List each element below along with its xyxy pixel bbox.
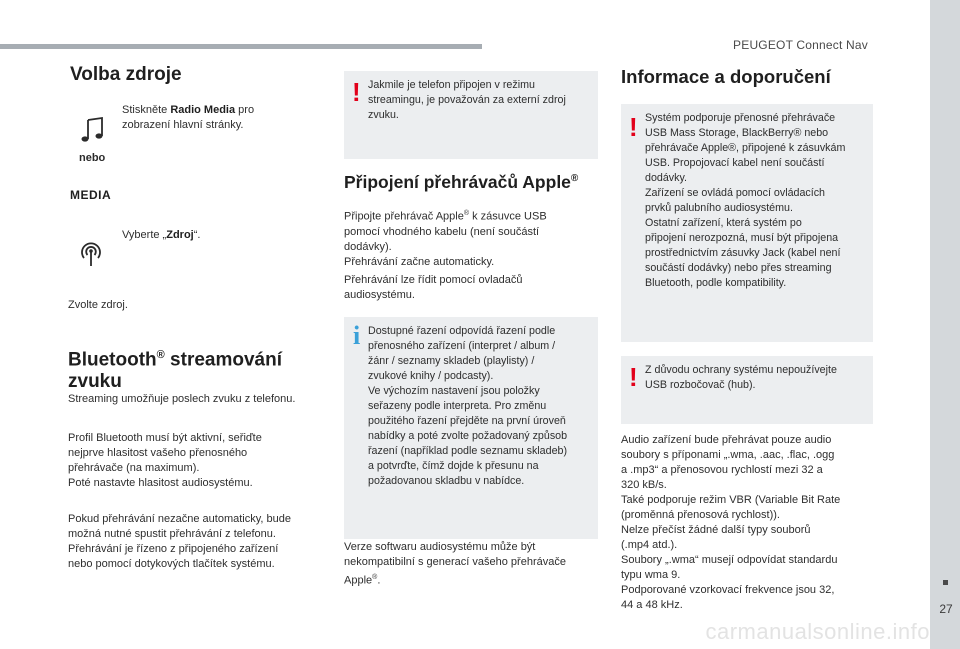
- warning-line: Systém podporuje přenosné přehrávače: [645, 112, 836, 124]
- step-press-radio-media: Stiskněte Radio Media pro zobrazení hlavní stránky.: [122, 104, 255, 131]
- page-number: 27: [939, 602, 953, 616]
- paragraph-line: soubory s příponami „.wma, .aac, .flac, .ogg: [621, 449, 835, 461]
- paragraph-line: 44 a 48 kHz.: [621, 599, 683, 611]
- info-icon: i: [353, 321, 361, 350]
- apple-paragraph-3: Verze softwaru audiosystému může být nekompatibilní s generací vašeho přehrávače Apple®.: [344, 541, 566, 587]
- warning-line: přehrávače Apple®, připojené k zásuvkám: [645, 142, 846, 154]
- paragraph-line: Soubory „.wma“ musejí odpovídat standardu: [621, 554, 838, 566]
- apple-paragraph-2: Přehrávání lze řídit pomocí ovladačů audiosystému.: [344, 274, 523, 301]
- music-note-icon: [80, 116, 106, 144]
- warning-icon: !: [629, 362, 638, 392]
- warning-icon: !: [352, 77, 361, 107]
- info-line: seřazeny podle interpreta. Pro změnu: [368, 400, 547, 412]
- warning-line: Ostatní zařízení, která systém po: [645, 217, 802, 229]
- paragraph-line: Audio zařízení bude přehrávat pouze audio: [621, 434, 832, 446]
- warning-line: připojení nerozpozná, musí být připojena: [645, 232, 839, 244]
- info-line: přenosného zařízení (interpret / album /: [368, 340, 556, 352]
- paragraph-line: Podporované vzorkovací frekvence jsou 32,: [621, 584, 835, 596]
- section-title-apple: Připojení přehrávačů Apple®: [344, 171, 579, 192]
- warning-line: prvků palubního audiosystému.: [645, 202, 793, 214]
- bluetooth-paragraph-2: Profil Bluetooth musí být aktivní, seřiďte nejprve hlasitost vašeho přenosného přehrávače (na maximum). Poté nastavte hlasitost audiosystému.: [68, 432, 262, 489]
- warning-box-streaming: ! Jakmile je telefon připojen v režimu streamingu, je považován za externí zdroj zvuku.: [344, 71, 598, 159]
- section-title-bluetooth: Bluetooth® streamování zvuku: [68, 349, 282, 393]
- audio-formats-paragraph: [621, 433, 840, 613]
- media-button-label: MEDIA: [70, 188, 112, 202]
- bluetooth-intro: Streaming umožňuje poslech zvuku z telefonu.: [68, 393, 296, 405]
- warning-line: Zařízení se ovládá pomocí ovládacích: [645, 187, 826, 199]
- warning-line: součástí dodávky) nebo přes streaming: [645, 262, 832, 274]
- info-line: řazení (například podle seznamu skladeb): [368, 445, 568, 457]
- info-line: použitého řazení přejděte na první úroveň: [368, 415, 566, 427]
- or-label: nebo: [79, 152, 106, 164]
- info-line: žánr / seznamy skladeb (playlisty) /: [368, 355, 535, 367]
- warning-line: prostřednictvím zásuvky Jack (kabel není: [645, 247, 841, 259]
- info-line: zvukové knihy / podcasty).: [368, 370, 494, 382]
- warning-box-compatibility: [621, 104, 873, 342]
- page-marker: [943, 580, 948, 585]
- header-rule: [0, 44, 482, 49]
- info-line: Dostupné řazení odpovídá řazení podle: [368, 325, 556, 337]
- paragraph-line: Nelze přečíst žádné další typy souborů: [621, 524, 811, 536]
- info-line: požadovanou skladbu v nabídce.: [368, 475, 525, 487]
- step-select-source: Vyberte „Zdroj“.: [122, 229, 201, 241]
- choose-source-text: Zvolte zdroj.: [68, 299, 128, 311]
- info-line: Ve výchozím nastavení jsou položky: [368, 385, 540, 397]
- running-header: PEUGEOT Connect Nav: [733, 38, 868, 52]
- info-line: a potvrďte, čímž dojde k přesunu na: [368, 460, 539, 472]
- paragraph-line: 320 kB/s.: [621, 479, 667, 491]
- apple-paragraph-1: Připojte přehrávač Apple® k zásuvce USB pomocí vhodného kabelu (není součástí dodávky). Přehrávání začne automaticky.: [344, 210, 547, 268]
- info-box-sorting: [344, 317, 598, 539]
- warning-icon: !: [629, 112, 638, 142]
- paragraph-line: (.mp4 atd.).: [621, 539, 678, 551]
- warning-line: Bluetooth, podle kompatibility.: [645, 277, 787, 289]
- paragraph-line: a .mp3“ a přenosovou rychlostí mezi 32 a: [621, 464, 823, 476]
- paragraph-line: (proměnná přenosová rychlost)).: [621, 509, 780, 521]
- warning-box-usb-hub: ! Z důvodu ochrany systému nepoužívejte USB rozbočovač (hub).: [621, 356, 873, 424]
- source-icon: [79, 240, 103, 268]
- warning-line: dodávky.: [645, 172, 687, 184]
- paragraph-line: Také podporuje režim VBR (Variable Bit Rate: [621, 494, 841, 506]
- page-side-strip: [930, 0, 960, 649]
- warning-line: USB Mass Storage, BlackBerry® nebo: [645, 127, 829, 139]
- bluetooth-paragraph-3: Pokud přehrávání nezačne automaticky, bude možná nutné spustit přehrávání z telefonu. Přehrávání je řízeno z připojeného zařízení nebo pomocí dotykových tlačítek systému.: [68, 513, 291, 570]
- info-line: nabídky a poté zvolte požadovaný způsob: [368, 430, 568, 442]
- paragraph-line: typu wma 9.: [621, 569, 681, 581]
- section-title-volba-zdroje: Volba zdroje: [70, 64, 182, 85]
- section-title-informace: Informace a doporučení: [621, 66, 831, 87]
- warning-line: USB. Propojovací kabel není součástí: [645, 157, 825, 169]
- watermark-text: carmanualsonline.info: [705, 619, 930, 644]
